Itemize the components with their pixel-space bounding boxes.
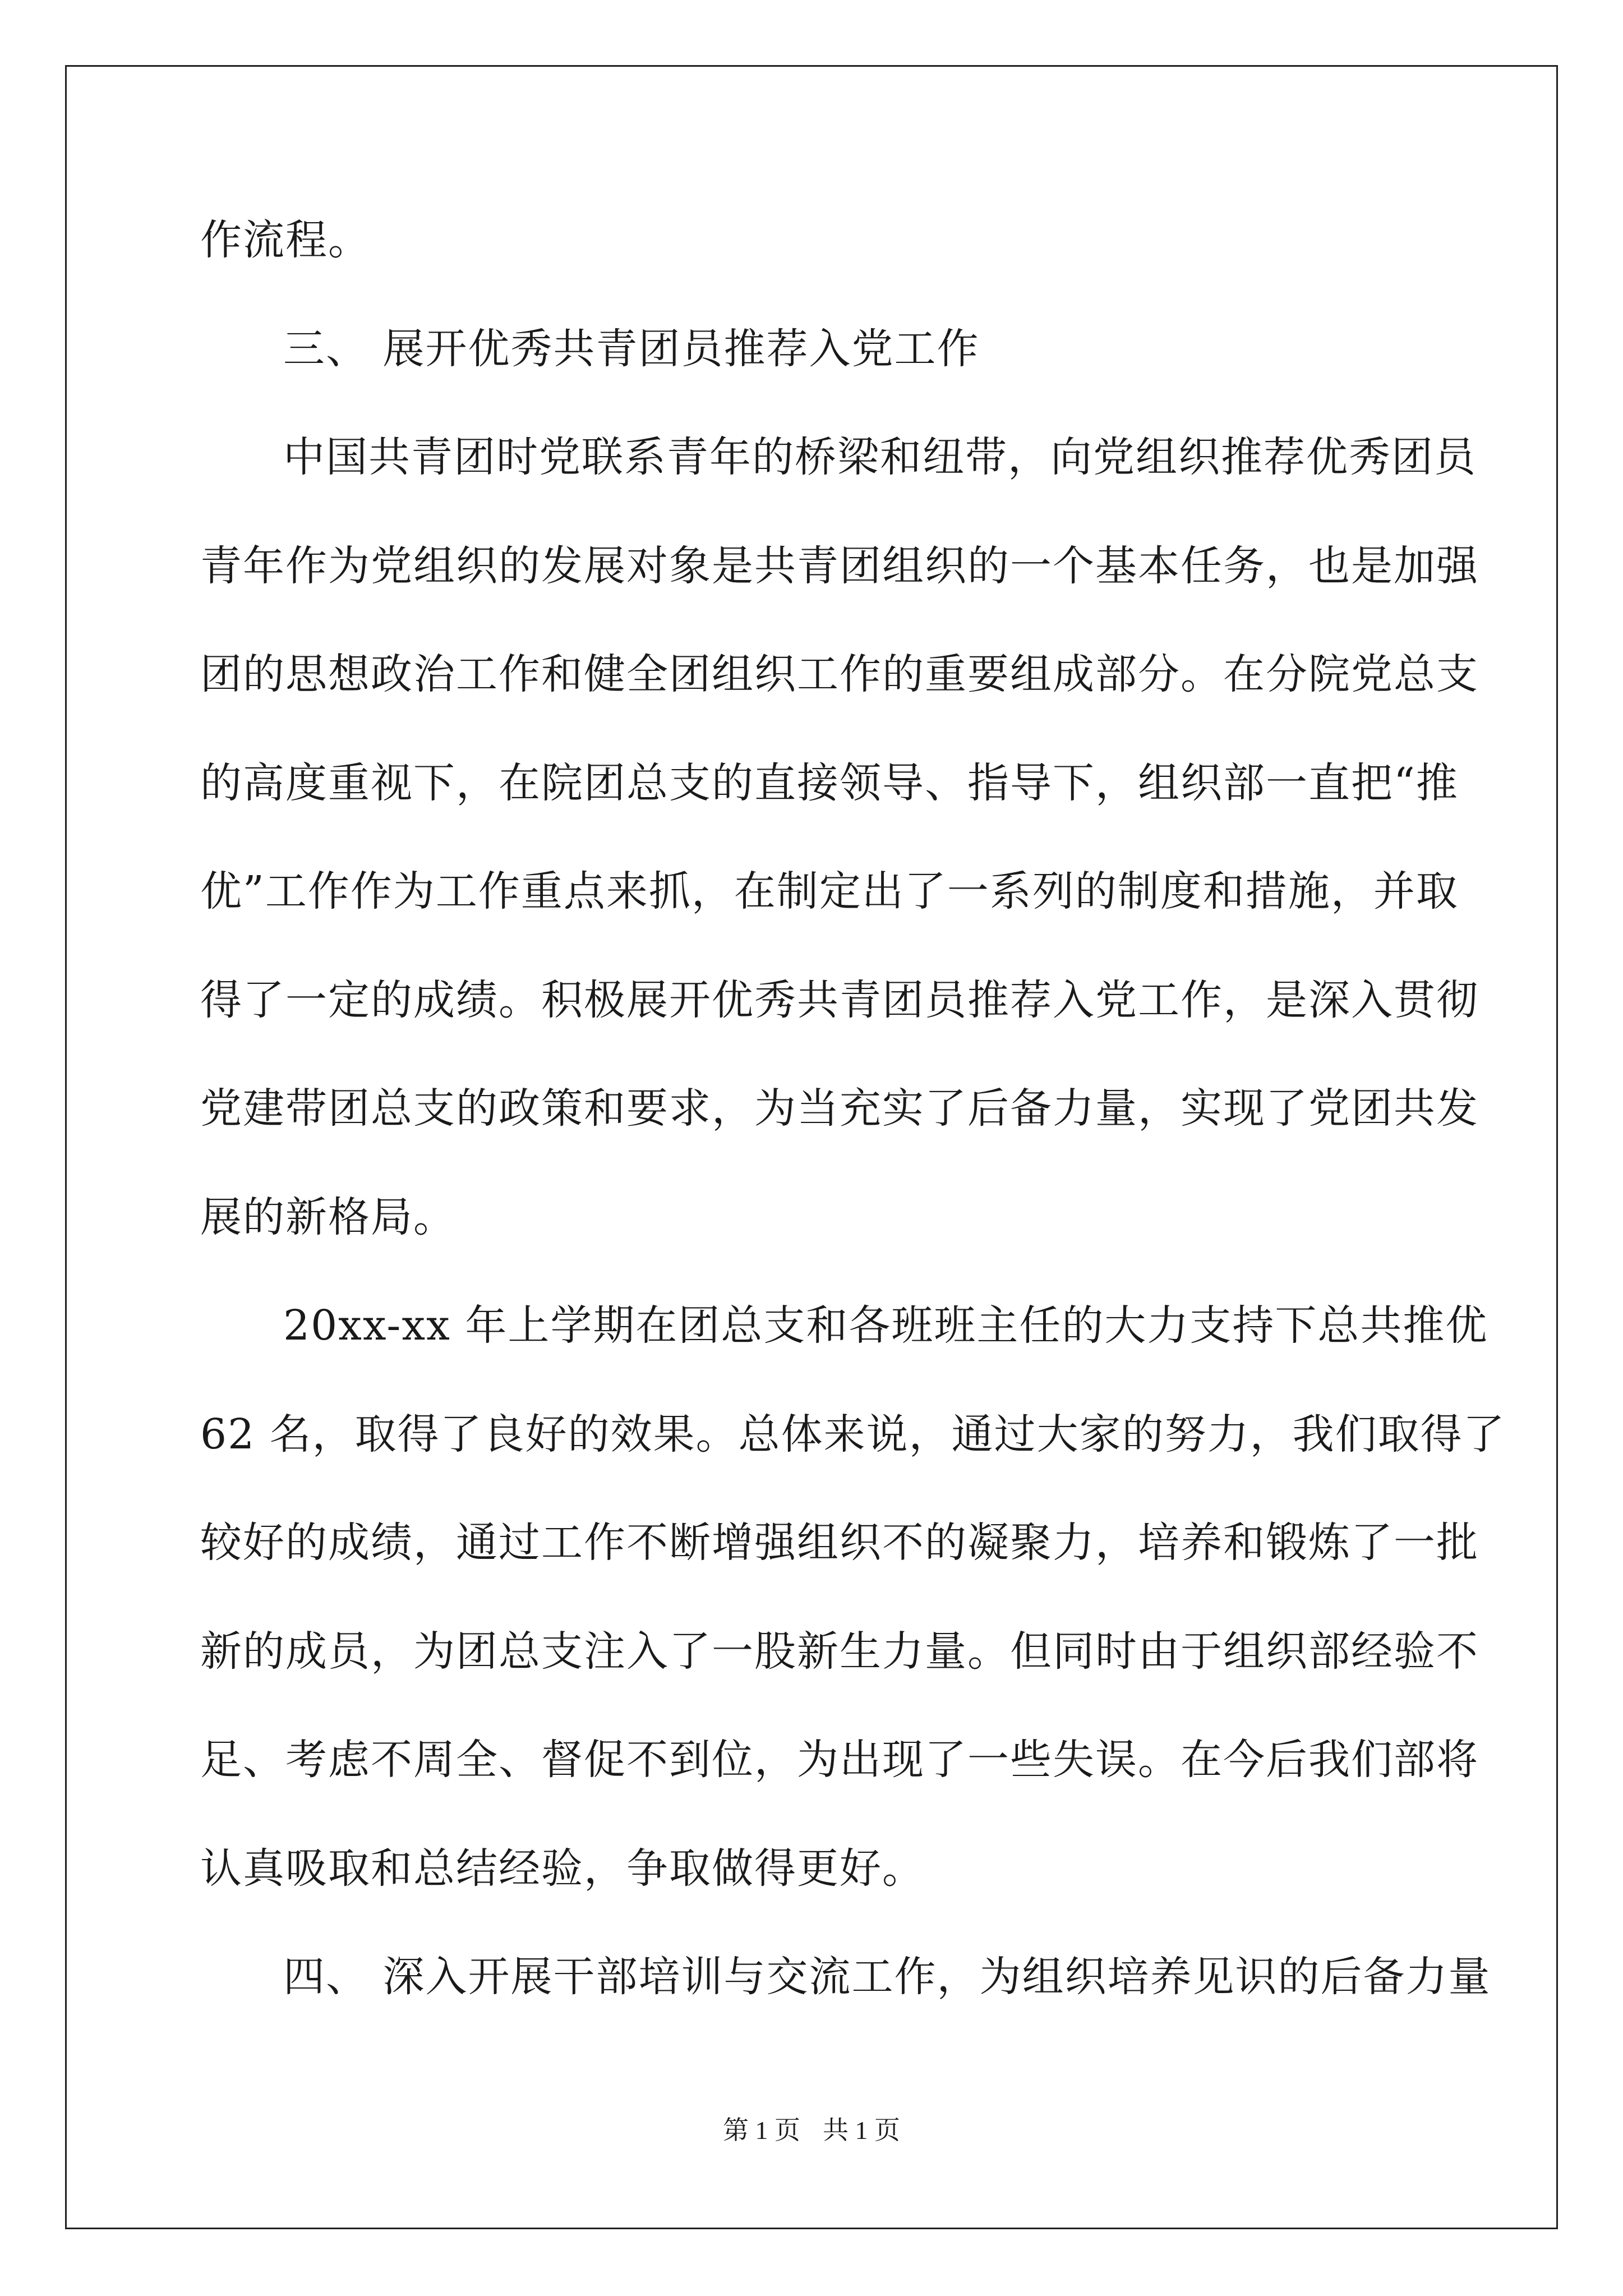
text-line: 认真吸取和总结经验，争取做得更好。 [200,1844,925,1893]
text-line: 青年作为党组织的发展对象是共青团组织的一个基本任务，也是加强 [200,541,1479,590]
text-line: 足、考虑不周全、督促不到位，为出现了一些失误。在今后我们部将 [200,1736,1479,1784]
text-line: 的高度重视下，在院团总支的直接领导、指导下，组织部一直把“推 [200,758,1459,807]
text-line: 团的思想政治工作和健全团组织工作的重要组成部分。在分院党总支 [200,650,1479,698]
text-line: 62 名，取得了良好的效果。总体来说，通过大家的努力，我们取得了 [200,1410,1506,1458]
text-line: 中国共青团时党联系青年的桥梁和纽带，向党组织推荐优秀团员 [283,433,1477,481]
page-total: 共 1 页 [823,2116,900,2145]
text-line: 得了一定的成绩。积极展开优秀共青团员推荐入党工作，是深入贯彻 [200,976,1479,1024]
text-line: 党建带团总支的政策和要求，为当充实了后备力量，实现了党团共发 [200,1084,1479,1133]
page-number: 第 1 页 [723,2116,800,2145]
text-line: 四、 深入开展干部培训与交流工作，为组织培养见识的后备力量 [283,1953,1491,2001]
text-line: 作流程。 [200,216,371,264]
page-border [65,65,1558,2229]
text-line: 优”工作作为工作重点来抓，在制定出了一系列的制度和措施，并取 [200,867,1459,915]
text-line: 三、 展开优秀共青团员推荐入党工作 [283,324,980,373]
text-line: 展的新格局。 [200,1193,456,1241]
text-line: 20xx-xx 年上学期在团总支和各班班主任的大力支持下总共推优 [283,1301,1488,1350]
text-line: 较好的成绩，通过工作不断增强组织不的凝聚力，培养和锻炼了一批 [200,1519,1479,1567]
text-line: 新的成员，为团总支注入了一股新生力量。但同时由于组织部经验不 [200,1627,1479,1676]
page-footer [0,2114,1623,2147]
